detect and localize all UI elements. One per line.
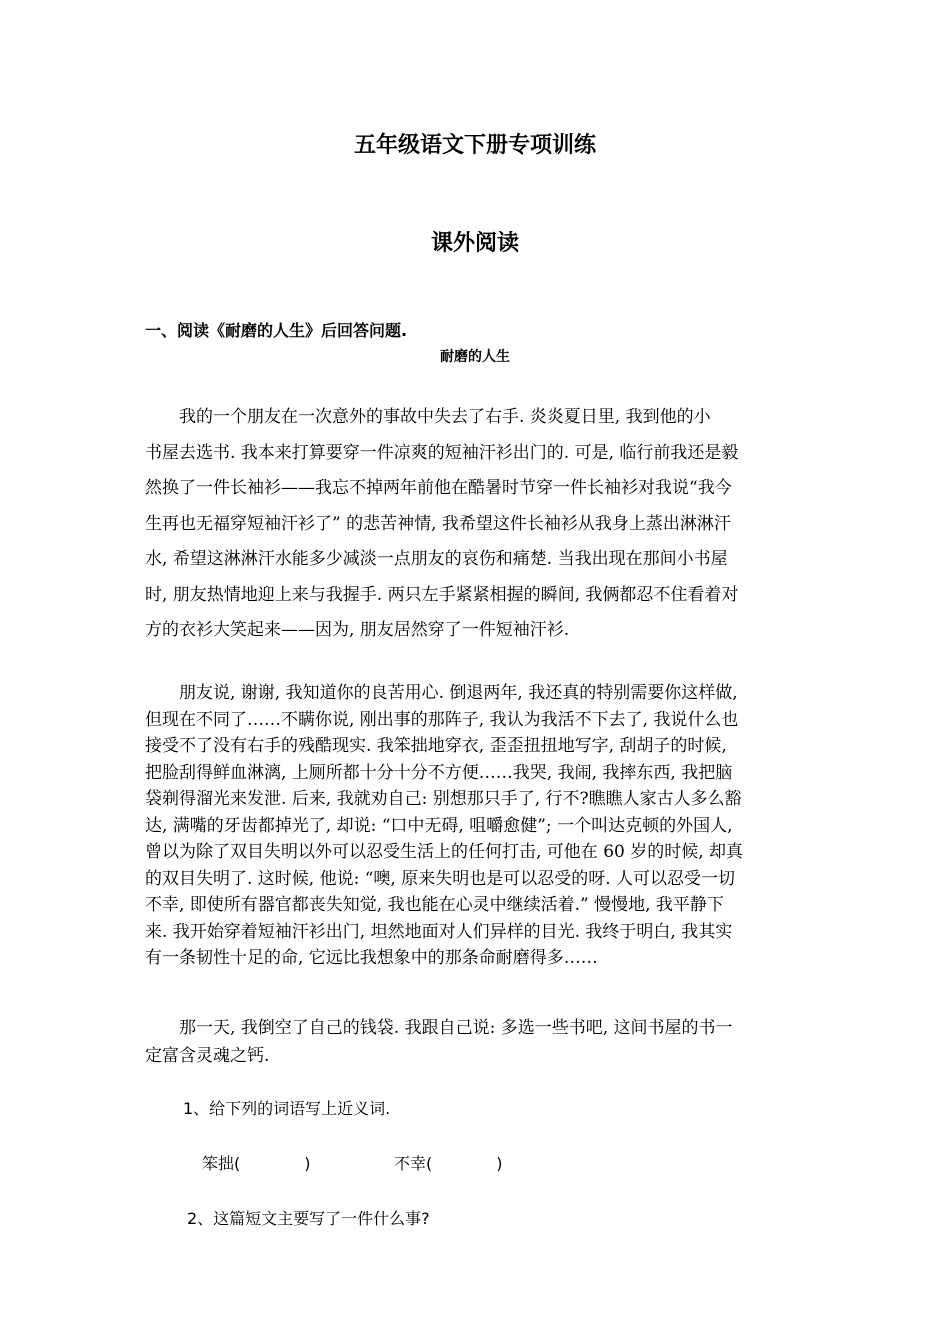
- paragraph-line: 不幸, 即使所有器官都丧失知觉, 我也能在心灵中继续活着.” 慢慢地, 我平静下: [145, 895, 724, 915]
- paragraph-line: 时, 朋友热情地迎上来与我握手. 两只左手紧紧相握的瞬间, 我俩都忍不住看着对: [145, 584, 739, 605]
- passage-paragraph-1: [145, 400, 810, 649]
- document-title: 五年级语文下册专项训练: [353, 133, 596, 158]
- paragraph-line: 水, 希望这淋淋汗水能多少减淡一点朋友的哀伤和痛楚. 当我出现在那间小书屋: [145, 549, 728, 569]
- question-1-answer-blank-1: 笨拙( ): [202, 1154, 311, 1173]
- document-subtitle: 课外阅读: [430, 231, 519, 256]
- paragraph-line: 有一条韧性十足的命, 它远比我想象中的那条命耐磨得多……: [145, 948, 598, 968]
- passage-paragraph-3: [145, 1014, 810, 1070]
- paragraph-line: 的双目失明了. 这时候, 他说: “噢, 原来失明也是可以忍受的呀. 人可以忍受一切: [145, 868, 736, 889]
- paragraph-line: 朋友说, 谢谢, 我知道你的良苦用心. 倒退两年, 我还真的特别需要你这样做,: [145, 683, 738, 703]
- paragraph-line: 方的衣衫大笑起来——因为, 朋友居然穿了一件短袖汗衫.: [145, 620, 570, 640]
- section-heading: 一、阅读《耐磨的人生》后回答问题.: [145, 321, 408, 340]
- paragraph-line: 生再也无福穿短袖汗衫了” 的悲苦神情, 我希望这件长袖衫从我身上蒸出淋淋汗: [145, 513, 731, 534]
- paragraph-line: 然换了一件长袖衫——我忘不掉两年前他在酷暑时节穿一件长袖衫对我说“我今: [145, 478, 732, 498]
- question-1-answer-blank-2: 不幸( ): [394, 1154, 503, 1173]
- question-1-prompt: 1、给下列的词语写上近义词.: [183, 1099, 391, 1118]
- paragraph-line: 但现在不同了……不瞒你说, 刚出事的那阵子, 我认为我活不下去了, 我说什么也: [145, 709, 739, 730]
- paragraph-line: 书屋去选书. 我本来打算要穿一件凉爽的短袖汗衫出门的. 可是, 临行前我还是毅: [145, 442, 739, 463]
- paragraph-line: 曾以为除了双目失明以外可以忍受生活上的任何打击, 可他在 60 岁的时候, 却真: [145, 842, 744, 862]
- paragraph-line: 袋剃得溜光来发泄. 后来, 我就劝自己: 别想那只手了, 行不?瞧瞧人家古人多么豁: [145, 789, 742, 809]
- paragraph-line: 那一天, 我倒空了自己的钱袋. 我跟自己说: 多选一些书吧, 这间书屋的书一: [145, 1018, 733, 1038]
- paragraph-line: 达, 满嘴的牙齿都掉光了, 却说: “口中无碍, 咀嚼愈健”; 一个叫达克顿的外国人,: [145, 815, 733, 836]
- passage-paragraph-2: [145, 680, 810, 972]
- paragraph-line: 定富含灵魂之钙.: [145, 1046, 270, 1066]
- passage-title: 耐磨的人生: [440, 349, 510, 365]
- paragraph-line: 来. 我开始穿着短袖汗衫出门, 坦然地面对人们异样的目光. 我终于明白, 我其实: [145, 921, 733, 942]
- paragraph-line: 接受不了没有右手的残酷现实. 我笨拙地穿衣, 歪歪扭扭地写字, 刮胡子的时候,: [145, 736, 727, 756]
- paragraph-line: 我的一个朋友在一次意外的事故中失去了右手. 炎炎夏日里, 我到他的小: [145, 407, 711, 427]
- question-2-prompt: 2、这篇短文主要写了一件什么事?: [187, 1209, 430, 1228]
- paragraph-line: 把脸刮得鲜血淋漓, 上厕所都十分十分不方便……我哭, 我闹, 我摔东西, 我把脑: [145, 762, 733, 783]
